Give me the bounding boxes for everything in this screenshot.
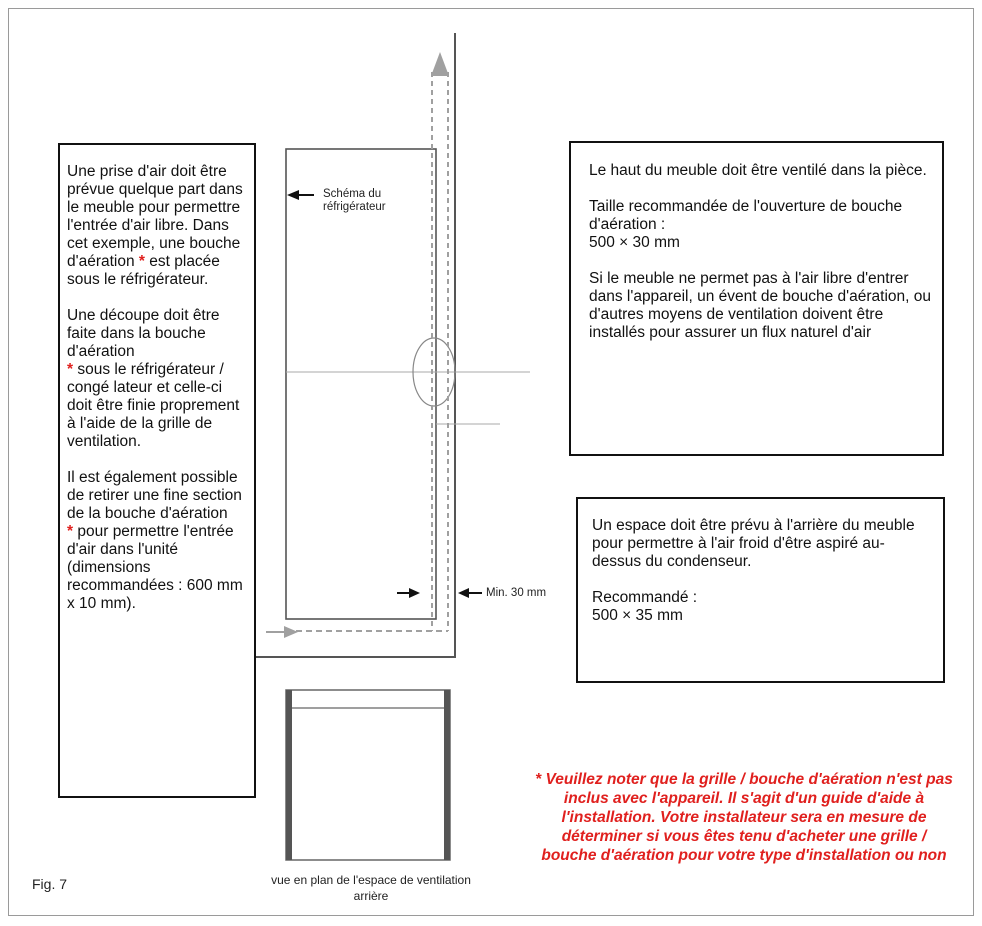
- mid-p2-text: Recommandé :: [592, 589, 698, 606]
- plan-view-right-wall: [444, 690, 450, 860]
- left-p2-asterisk: *: [67, 361, 74, 378]
- schema-arrow-icon: [287, 190, 299, 200]
- left-p1-asterisk: *: [138, 253, 145, 270]
- left-box-paragraph-2: [67, 307, 248, 451]
- gap-arrow-left-icon: [458, 588, 469, 598]
- plan-view-left-wall: [286, 690, 292, 860]
- fridge-schema-label: Schéma du réfrigérateur: [323, 188, 386, 213]
- figure-number: Fig. 7: [32, 876, 68, 892]
- min-gap-label: Min. 30 mm: [486, 587, 547, 599]
- top-box-paragraph-1: Le haut du meuble doit être ventilé dans la pièce.: [589, 162, 927, 179]
- left-p1-text: Une prise d'air doit être prévue quelque part dans le meuble pour permettre l'entrée d'air libre. Dans cet exemple, une bouche d'aération: [67, 163, 243, 270]
- appliance-outline: [286, 149, 436, 619]
- left-box-paragraph-3: [67, 469, 248, 613]
- plan-view-label: vue en plan de l'espace de ventilation arrière: [271, 873, 471, 903]
- mid-p2-dimension: 500 × 35 mm: [592, 607, 683, 624]
- mid-box-paragraph-1: Un espace doit être prévu à l'arrière du meuble pour permettre à l'air froid d'être aspiré au-dessus du condenseur.: [592, 517, 915, 570]
- mid-box-paragraph-2: [592, 589, 933, 625]
- air-intake-info-box: [58, 143, 256, 798]
- top-box-paragraph-2: [589, 198, 932, 252]
- top-p2-dimension: 500 × 30 mm: [589, 234, 680, 251]
- left-p2-text-end: sous le réfrigérateur / congé lateur et celle-ci doit être finie proprement à l'aide de la grille de ventilation.: [67, 361, 240, 450]
- left-p3-asterisk: *: [67, 523, 74, 540]
- left-p1-text-end: est placée sous le réfrigérateur.: [67, 253, 220, 288]
- top-box-paragraph-3: Si le meuble ne permet pas à l'air libre d'entrer dans l'appareil, un évent de bouche d'aération, ou d'autres moyens de ventilation doivent être installés pour assurer un flux naturel d'air: [589, 270, 932, 341]
- airflow-inlet-arrow: [284, 626, 298, 638]
- left-box-paragraph-1: [67, 163, 248, 289]
- left-p2-text: Une découpe doit être faite dans la bouche d'aération: [67, 307, 220, 360]
- rear-gap-info-box: [576, 497, 945, 683]
- top-ventilation-info-box: [569, 141, 944, 456]
- gap-arrow-right-icon: [409, 588, 420, 598]
- plan-view-outline: [286, 690, 450, 860]
- airflow-up-arrow: [431, 52, 449, 76]
- top-p2-text: Taille recommandée de l'ouverture de bouche d'aération :: [589, 198, 903, 233]
- left-p3-text: Il est également possible de retirer une fine section de la bouche d'aération: [67, 469, 242, 522]
- left-p3-text-end: pour permettre l'entrée d'air dans l'unité (dimensions recommandées : 600 mm x 10 mm).: [67, 523, 243, 612]
- installation-disclaimer-note: * Veuillez noter que la grille / bouche d'aération n'est pas inclus avec l'appareil. Il s'agit d'un guide d'aide à l'installation. Votre installateur sera en mesure de déterminer si vous êtes tenu d'acheter une grille / bouche d'aération pour votre type d'installation ou non: [535, 771, 953, 864]
